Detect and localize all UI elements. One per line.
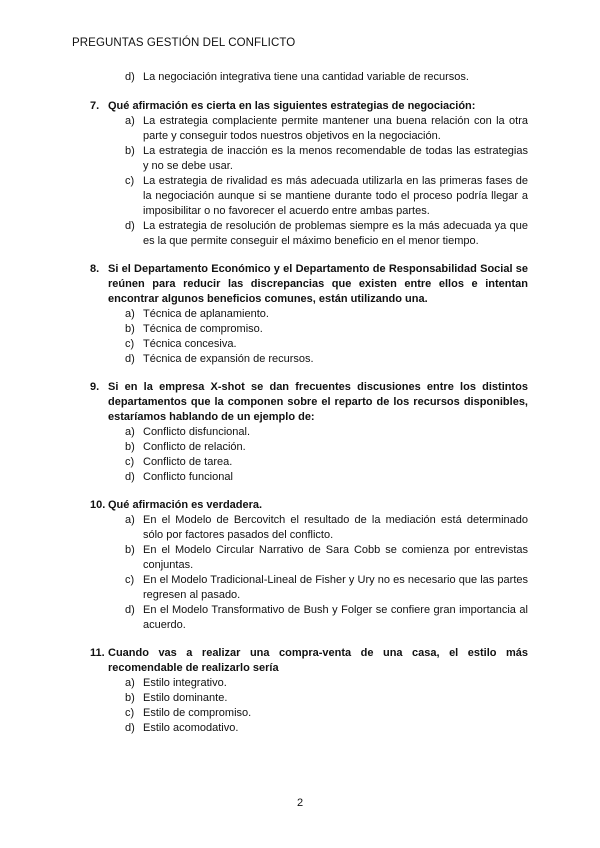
option-b bbox=[90, 691, 528, 706]
option-a bbox=[90, 425, 528, 440]
option-text: Conflicto disfuncional. bbox=[143, 426, 251, 438]
option-a bbox=[90, 676, 528, 691]
option-letter: d) bbox=[125, 722, 135, 734]
option-text: Estilo de compromiso. bbox=[143, 707, 252, 719]
option-text: En el Modelo Circular Narrativo de Sara Cobb se comienza por entrevistas conjuntas. bbox=[143, 544, 528, 571]
option-text: En el Modelo Tradicional-Lineal de Fisher y Ury no es necesario que las partes regresen al pasado. bbox=[143, 574, 528, 601]
question-text: Si el Departamento Económico y el Departamento de Responsabilidad Social se reúnen para reducir las discrepancias que existen entre ellos e intentan encontrar algunos beneficios comunes, están utilizando una. bbox=[108, 263, 528, 305]
option-d bbox=[90, 470, 528, 485]
option-text: Técnica de compromiso. bbox=[143, 323, 263, 335]
question-number: 11. bbox=[90, 647, 105, 659]
option-c bbox=[90, 455, 528, 470]
question-title bbox=[90, 262, 528, 307]
question-number: 9. bbox=[90, 381, 100, 393]
option-a bbox=[90, 307, 528, 322]
option-text: Conflicto de tarea. bbox=[143, 456, 233, 468]
option-text: Estilo acomodativo. bbox=[143, 722, 239, 734]
question-9 bbox=[90, 380, 528, 485]
question-number: 8. bbox=[90, 263, 100, 275]
question-text: Cuando vas a realizar una compra-venta de una casa, el estilo más recomendable de realizarlo sería bbox=[108, 647, 528, 674]
option-text: Estilo dominante. bbox=[143, 692, 228, 704]
option-a bbox=[90, 513, 528, 543]
question-title bbox=[90, 646, 528, 676]
option-letter: a) bbox=[125, 426, 135, 438]
option-letter: c) bbox=[125, 456, 135, 468]
option-letter: a) bbox=[125, 677, 135, 689]
option-letter: b) bbox=[125, 323, 135, 335]
option-text: Técnica de aplanamiento. bbox=[143, 308, 269, 320]
option-c bbox=[90, 573, 528, 603]
option-text: La negociación integrativa tiene una cantidad variable de recursos. bbox=[143, 71, 469, 83]
option-b bbox=[90, 144, 528, 174]
option-letter: b) bbox=[125, 441, 135, 453]
option-letter: a) bbox=[125, 308, 135, 320]
option-letter: b) bbox=[125, 692, 135, 704]
option-text: En el Modelo de Bercovitch el resultado de la mediación está determinado sólo por factores pasados del conflicto. bbox=[143, 514, 528, 541]
option-b bbox=[90, 543, 528, 573]
option-letter: a) bbox=[125, 115, 135, 127]
option-b bbox=[90, 322, 528, 337]
option-letter: d) bbox=[125, 471, 135, 483]
option-text: La estrategia de resolución de problemas siempre es la más adecuada ya que es la que permite conseguir el máximo beneficio en el menor tiempo. bbox=[143, 220, 528, 247]
option-letter: d) bbox=[125, 353, 135, 365]
option-c bbox=[90, 337, 528, 352]
question-text: Qué afirmación es cierta en las siguientes estrategias de negociación: bbox=[108, 100, 476, 112]
option-letter: c) bbox=[125, 707, 135, 719]
question-title bbox=[90, 99, 528, 114]
option-d bbox=[90, 352, 528, 367]
question-number: 7. bbox=[90, 100, 100, 112]
option-letter: b) bbox=[125, 544, 135, 556]
option-text: Estilo integrativo. bbox=[143, 677, 227, 689]
option-text: Conflicto funcional bbox=[143, 471, 233, 483]
document-body bbox=[90, 70, 528, 749]
option-letter: d) bbox=[125, 71, 135, 83]
option-text: La estrategia de rivalidad es más adecuada utilizarla en las primeras fases de la negociación aunque si se mantiene durante todo el proceso podría llegar a imposibilitar o no favorecer el acuerdo entre ambas partes. bbox=[143, 175, 528, 217]
question-text: Qué afirmación es verdadera. bbox=[108, 499, 263, 511]
option-text: Técnica concesiva. bbox=[143, 338, 237, 350]
option-letter: b) bbox=[125, 145, 135, 157]
option-text: Técnica de expansión de recursos. bbox=[143, 353, 314, 365]
option-text: Conflicto de relación. bbox=[143, 441, 246, 453]
option-text: En el Modelo Transformativo de Bush y Folger se confiere gran importancia al acuerdo. bbox=[143, 604, 528, 631]
option-d bbox=[90, 219, 528, 249]
option-letter: c) bbox=[125, 175, 135, 187]
option-text: La estrategia complaciente permite mantener una buena relación con la otra parte y conseguir todos nuestros objetivos en la negociación. bbox=[143, 115, 528, 142]
option-letter: a) bbox=[125, 514, 135, 526]
question-10 bbox=[90, 498, 528, 633]
question-text: Si en la empresa X-shot se dan frecuentes discusiones entre los distintos departamentos que la componen sobre el reparto de los recursos disponibles, estaríamos hablando de un ejemplo de: bbox=[108, 381, 528, 423]
question-number: 10. bbox=[90, 499, 106, 511]
question-title bbox=[90, 498, 528, 513]
option-letter: d) bbox=[125, 604, 135, 616]
option-text: La estrategia de inacción es la menos recomendable de todas las estrategias y no se debe usar. bbox=[143, 145, 528, 172]
option-letter: c) bbox=[125, 338, 135, 350]
question-8 bbox=[90, 262, 528, 367]
page-header: PREGUNTAS GESTIÓN DEL CONFLICTO bbox=[72, 37, 296, 49]
option-letter: c) bbox=[125, 574, 135, 586]
option-letter: d) bbox=[125, 220, 135, 232]
question-7 bbox=[90, 99, 528, 249]
option-b bbox=[90, 440, 528, 455]
question-title bbox=[90, 380, 528, 425]
option-d bbox=[90, 603, 528, 633]
option-a bbox=[90, 114, 528, 144]
option-d bbox=[90, 721, 528, 736]
page-number: 2 bbox=[296, 797, 304, 809]
option-c bbox=[90, 174, 528, 219]
question-11 bbox=[90, 646, 528, 736]
option-c bbox=[90, 706, 528, 721]
continued-option bbox=[90, 70, 528, 85]
